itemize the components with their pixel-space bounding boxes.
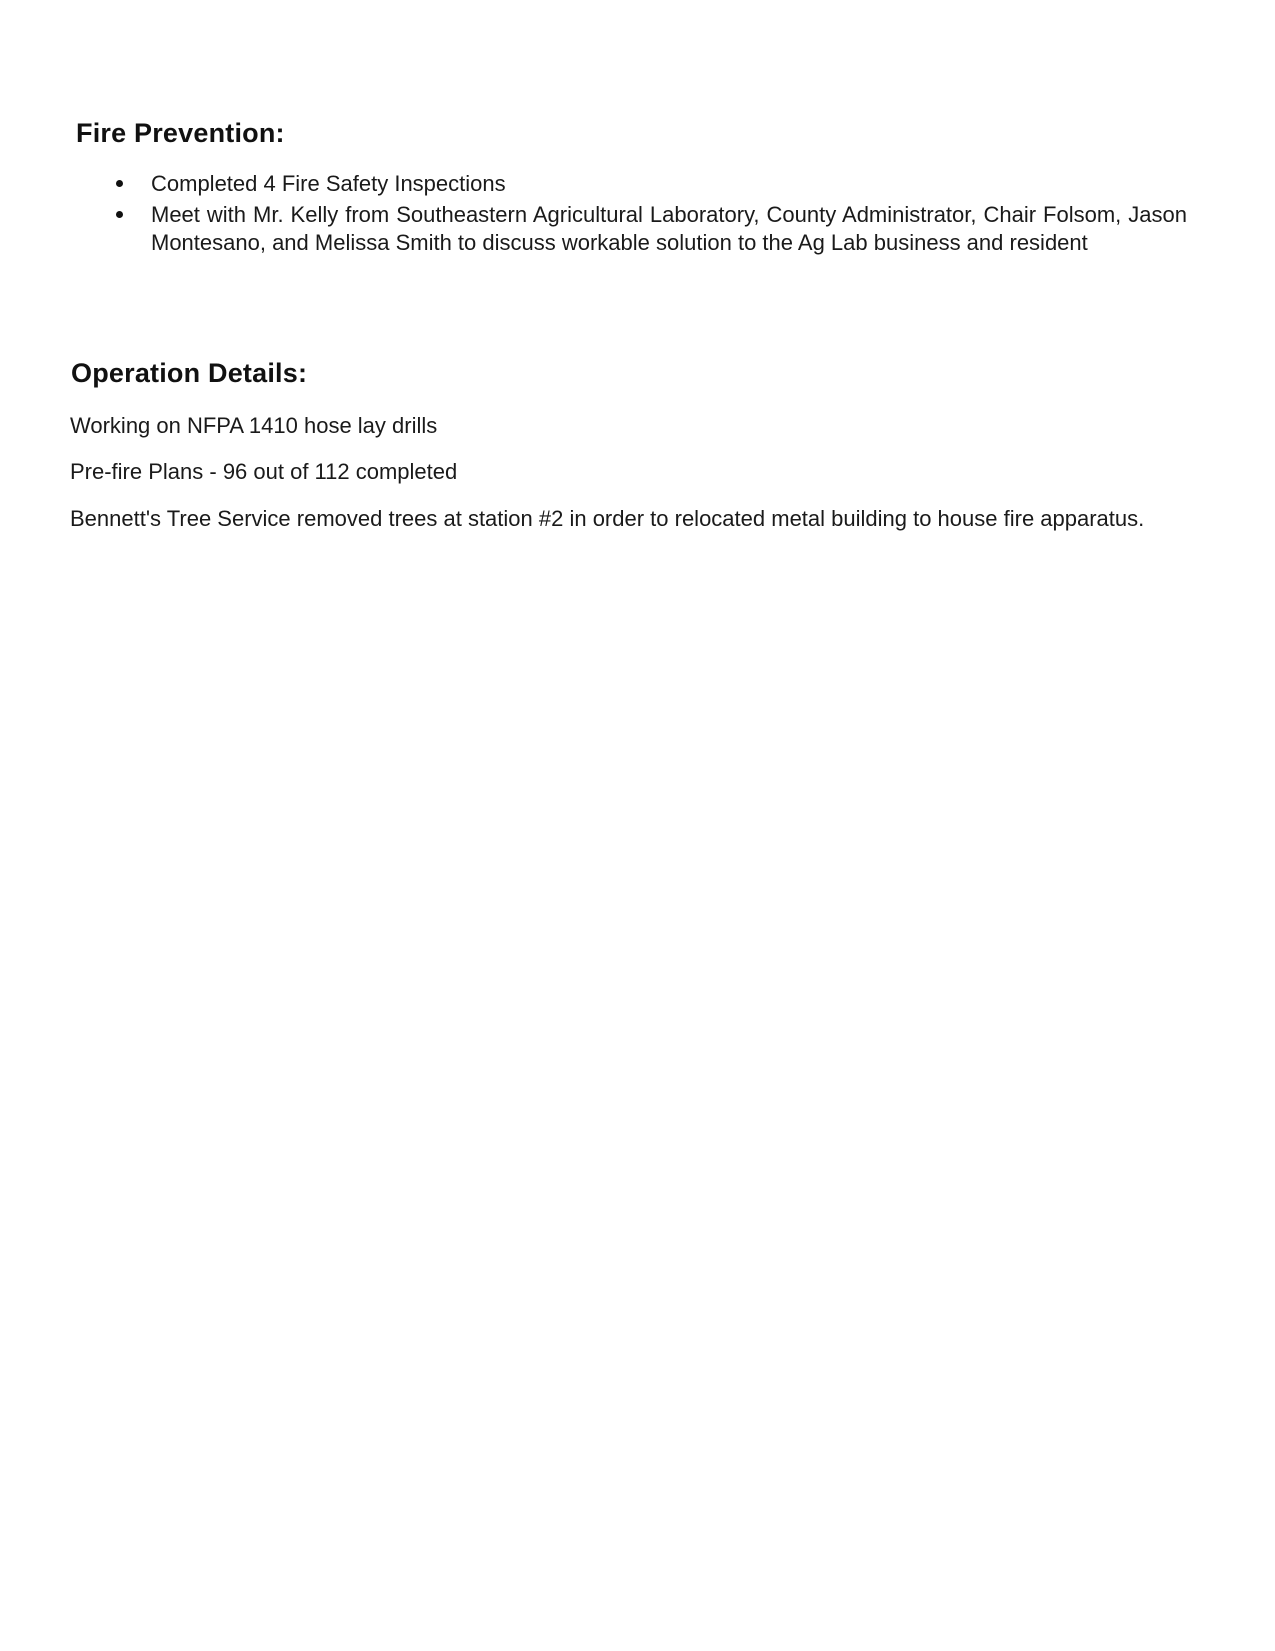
list-item-text: Meet with Mr. Kelly from Southeastern Agricultural Laboratory, County Administrator, Chair Folsom, Jason Montesano, and Melissa Smith to discuss workable solution to the Ag Lab business and resident bbox=[151, 202, 1187, 255]
bullet-icon bbox=[116, 180, 123, 187]
list-item-text: Completed 4 Fire Safety Inspections bbox=[151, 171, 506, 196]
list-item bbox=[112, 201, 1187, 257]
operation-details-heading: Operation Details: bbox=[71, 358, 308, 388]
fire-prevention-heading: Fire Prevention: bbox=[76, 118, 285, 148]
bullet-icon bbox=[116, 211, 123, 218]
list-item bbox=[112, 170, 1187, 198]
operation-paragraph: Bennett's Tree Service removed trees at station #2 in order to relocated metal building to house fire apparatus. bbox=[70, 506, 1145, 531]
operation-paragraph: Working on NFPA 1410 hose lay drills bbox=[70, 413, 438, 438]
fire-prevention-list bbox=[112, 170, 1187, 260]
operation-paragraph: Pre-fire Plans - 96 out of 112 completed bbox=[70, 459, 458, 484]
